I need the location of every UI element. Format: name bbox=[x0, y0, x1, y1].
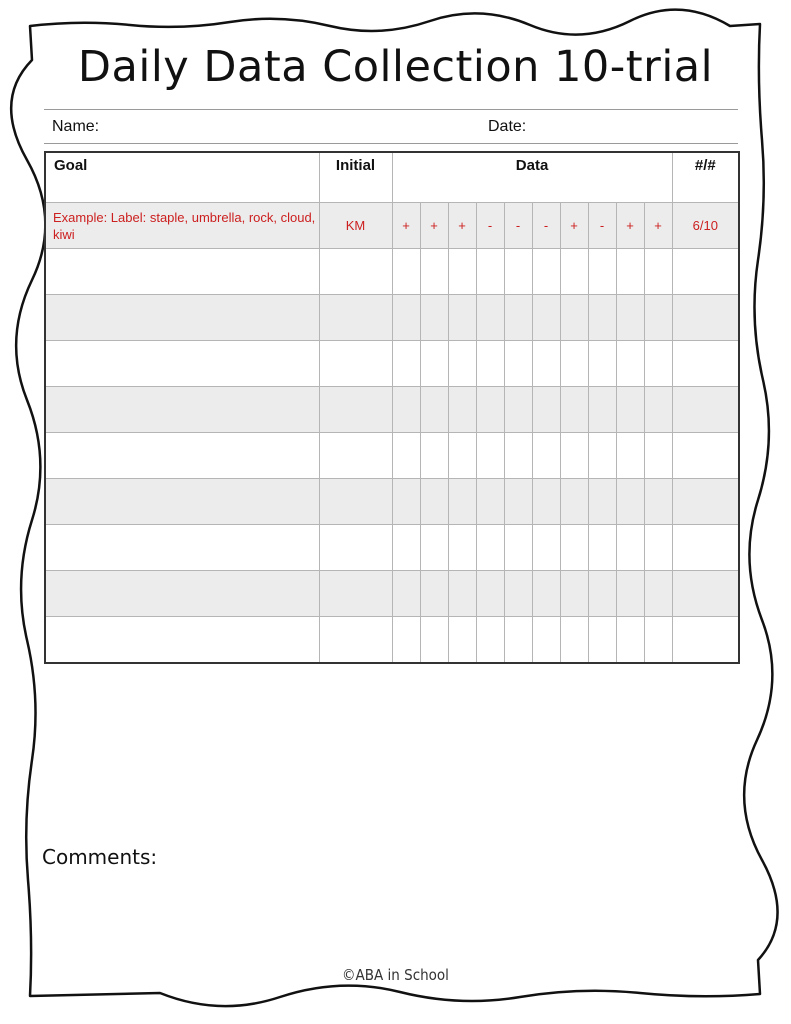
trial-cell[interactable] bbox=[588, 249, 616, 295]
table-row bbox=[45, 387, 739, 433]
trial-cell[interactable] bbox=[392, 617, 420, 664]
trial-cell[interactable] bbox=[504, 387, 532, 433]
trial-cell[interactable] bbox=[420, 341, 448, 387]
trial-cell[interactable] bbox=[476, 617, 504, 664]
goal-cell[interactable] bbox=[45, 433, 319, 479]
example-trial: + bbox=[644, 203, 672, 249]
trial-cell[interactable] bbox=[476, 571, 504, 617]
trial-cell[interactable] bbox=[644, 617, 672, 664]
example-goal: Example: Label: staple, umbrella, rock, cloud, kiwi bbox=[45, 203, 319, 249]
trial-cell[interactable] bbox=[644, 341, 672, 387]
trial-cell[interactable] bbox=[476, 249, 504, 295]
divider-bottom bbox=[44, 143, 738, 144]
trial-cell[interactable] bbox=[532, 617, 560, 664]
trial-cell[interactable] bbox=[532, 433, 560, 479]
trial-cell[interactable] bbox=[644, 387, 672, 433]
initial-cell[interactable] bbox=[319, 249, 392, 295]
trial-cell[interactable] bbox=[560, 341, 588, 387]
initial-cell[interactable] bbox=[319, 295, 392, 341]
initial-cell[interactable] bbox=[319, 341, 392, 387]
trial-cell[interactable] bbox=[476, 479, 504, 525]
trial-cell[interactable] bbox=[532, 249, 560, 295]
table-row bbox=[45, 479, 739, 525]
trial-cell[interactable] bbox=[504, 295, 532, 341]
trial-cell[interactable] bbox=[392, 525, 420, 571]
table-row bbox=[45, 571, 739, 617]
score-header: #/# bbox=[672, 152, 739, 203]
trial-cell[interactable] bbox=[420, 617, 448, 664]
trial-cell[interactable] bbox=[588, 295, 616, 341]
trial-cell[interactable] bbox=[560, 249, 588, 295]
example-score: 6/10 bbox=[672, 203, 739, 249]
trial-cell[interactable] bbox=[448, 249, 476, 295]
example-trial: + bbox=[560, 203, 588, 249]
table-row bbox=[45, 433, 739, 479]
trial-cell[interactable] bbox=[560, 479, 588, 525]
example-trial: - bbox=[588, 203, 616, 249]
trial-cell[interactable] bbox=[588, 617, 616, 664]
trial-cell[interactable] bbox=[560, 617, 588, 664]
example-trial: + bbox=[616, 203, 644, 249]
header-row bbox=[45, 152, 739, 203]
trial-cell[interactable] bbox=[420, 433, 448, 479]
trial-cell[interactable] bbox=[420, 479, 448, 525]
trial-cell[interactable] bbox=[616, 433, 644, 479]
trial-cell[interactable] bbox=[560, 387, 588, 433]
trial-cell[interactable] bbox=[532, 525, 560, 571]
trial-cell[interactable] bbox=[420, 525, 448, 571]
trial-cell[interactable] bbox=[644, 479, 672, 525]
trial-cell[interactable] bbox=[532, 295, 560, 341]
trial-cell[interactable] bbox=[392, 341, 420, 387]
trial-cell[interactable] bbox=[392, 295, 420, 341]
trial-cell[interactable] bbox=[420, 387, 448, 433]
trial-cell[interactable] bbox=[588, 525, 616, 571]
trial-cell[interactable] bbox=[616, 525, 644, 571]
trial-cell[interactable] bbox=[392, 479, 420, 525]
table-row bbox=[45, 617, 739, 664]
goal-cell[interactable] bbox=[45, 525, 319, 571]
initial-cell[interactable] bbox=[319, 433, 392, 479]
initial-cell[interactable] bbox=[319, 479, 392, 525]
trial-cell[interactable] bbox=[392, 249, 420, 295]
example-trial: - bbox=[504, 203, 532, 249]
trial-cell[interactable] bbox=[392, 433, 420, 479]
goal-cell[interactable] bbox=[45, 249, 319, 295]
trial-cell[interactable] bbox=[644, 295, 672, 341]
trial-cell[interactable] bbox=[448, 571, 476, 617]
trial-cell[interactable] bbox=[476, 295, 504, 341]
trial-cell[interactable] bbox=[392, 387, 420, 433]
data-header: Data bbox=[392, 152, 672, 203]
goal-cell[interactable] bbox=[45, 387, 319, 433]
trial-cell[interactable] bbox=[616, 387, 644, 433]
trial-cell[interactable] bbox=[392, 571, 420, 617]
table-row bbox=[45, 525, 739, 571]
trial-cell[interactable] bbox=[588, 433, 616, 479]
trial-cell[interactable] bbox=[448, 479, 476, 525]
trial-cell[interactable] bbox=[560, 433, 588, 479]
divider-top bbox=[44, 109, 738, 110]
goal-cell[interactable] bbox=[45, 571, 319, 617]
trial-cell[interactable] bbox=[420, 571, 448, 617]
trial-cell[interactable] bbox=[448, 433, 476, 479]
trial-cell[interactable] bbox=[588, 341, 616, 387]
trial-cell[interactable] bbox=[448, 617, 476, 664]
trial-cell[interactable] bbox=[420, 295, 448, 341]
example-trial: + bbox=[392, 203, 420, 249]
example-initial: KM bbox=[319, 203, 392, 249]
trial-cell[interactable] bbox=[588, 387, 616, 433]
goal-cell[interactable] bbox=[45, 617, 319, 664]
trial-cell[interactable] bbox=[532, 479, 560, 525]
score-cell[interactable] bbox=[672, 525, 739, 571]
trial-cell[interactable] bbox=[504, 617, 532, 664]
trial-cell[interactable] bbox=[476, 433, 504, 479]
example-trial: + bbox=[420, 203, 448, 249]
trial-cell[interactable] bbox=[616, 295, 644, 341]
trial-cell[interactable] bbox=[476, 387, 504, 433]
goal-header: Goal bbox=[45, 152, 319, 203]
trial-cell[interactable] bbox=[448, 295, 476, 341]
trial-cell[interactable] bbox=[504, 249, 532, 295]
date-label: Date: bbox=[488, 118, 527, 135]
trial-cell[interactable] bbox=[532, 387, 560, 433]
initial-cell[interactable] bbox=[319, 617, 392, 664]
example-trial: + bbox=[448, 203, 476, 249]
table-row bbox=[45, 249, 739, 295]
trial-cell[interactable] bbox=[644, 433, 672, 479]
initial-cell[interactable] bbox=[319, 571, 392, 617]
example-row bbox=[45, 203, 739, 249]
trial-cell[interactable] bbox=[560, 571, 588, 617]
trial-cell[interactable] bbox=[420, 249, 448, 295]
trial-cell[interactable] bbox=[616, 341, 644, 387]
trial-cell[interactable] bbox=[588, 479, 616, 525]
trial-cell[interactable] bbox=[448, 387, 476, 433]
trial-cell[interactable] bbox=[476, 341, 504, 387]
trial-cell[interactable] bbox=[504, 525, 532, 571]
trial-cell[interactable] bbox=[504, 341, 532, 387]
trial-cell[interactable] bbox=[616, 249, 644, 295]
score-cell[interactable] bbox=[672, 295, 739, 341]
copyright-footer: ©ABA in School bbox=[342, 966, 449, 984]
trial-cell[interactable] bbox=[644, 249, 672, 295]
trial-cell[interactable] bbox=[616, 617, 644, 664]
trial-cell[interactable] bbox=[504, 479, 532, 525]
score-cell[interactable] bbox=[672, 249, 739, 295]
score-cell[interactable] bbox=[672, 341, 739, 387]
trial-cell[interactable] bbox=[532, 341, 560, 387]
score-cell[interactable] bbox=[672, 387, 739, 433]
example-trial: - bbox=[532, 203, 560, 249]
table-row bbox=[45, 295, 739, 341]
trial-cell[interactable] bbox=[644, 525, 672, 571]
trial-cell[interactable] bbox=[504, 433, 532, 479]
trial-cell[interactable] bbox=[588, 571, 616, 617]
initial-header: Initial bbox=[319, 152, 392, 203]
initial-cell[interactable] bbox=[319, 387, 392, 433]
trial-cell[interactable] bbox=[616, 479, 644, 525]
goal-cell[interactable] bbox=[45, 341, 319, 387]
example-trial: - bbox=[476, 203, 504, 249]
page-title: Daily Data Collection 10-trial bbox=[77, 42, 714, 92]
trial-cell[interactable] bbox=[448, 525, 476, 571]
trial-cell[interactable] bbox=[448, 341, 476, 387]
score-cell[interactable] bbox=[672, 571, 739, 617]
trial-cell[interactable] bbox=[532, 571, 560, 617]
name-label: Name: bbox=[52, 118, 100, 135]
trial-cell[interactable] bbox=[560, 525, 588, 571]
trial-cell[interactable] bbox=[504, 571, 532, 617]
table-row bbox=[45, 341, 739, 387]
trial-cell[interactable] bbox=[476, 525, 504, 571]
trial-cell[interactable] bbox=[560, 295, 588, 341]
goal-cell[interactable] bbox=[45, 295, 319, 341]
initial-cell[interactable] bbox=[319, 525, 392, 571]
comments-label: Comments: bbox=[42, 845, 158, 869]
data-table bbox=[44, 151, 740, 664]
trial-cell[interactable] bbox=[644, 571, 672, 617]
score-cell[interactable] bbox=[672, 617, 739, 664]
trial-cell[interactable] bbox=[616, 571, 644, 617]
score-cell[interactable] bbox=[672, 433, 739, 479]
goal-cell[interactable] bbox=[45, 479, 319, 525]
score-cell[interactable] bbox=[672, 479, 739, 525]
